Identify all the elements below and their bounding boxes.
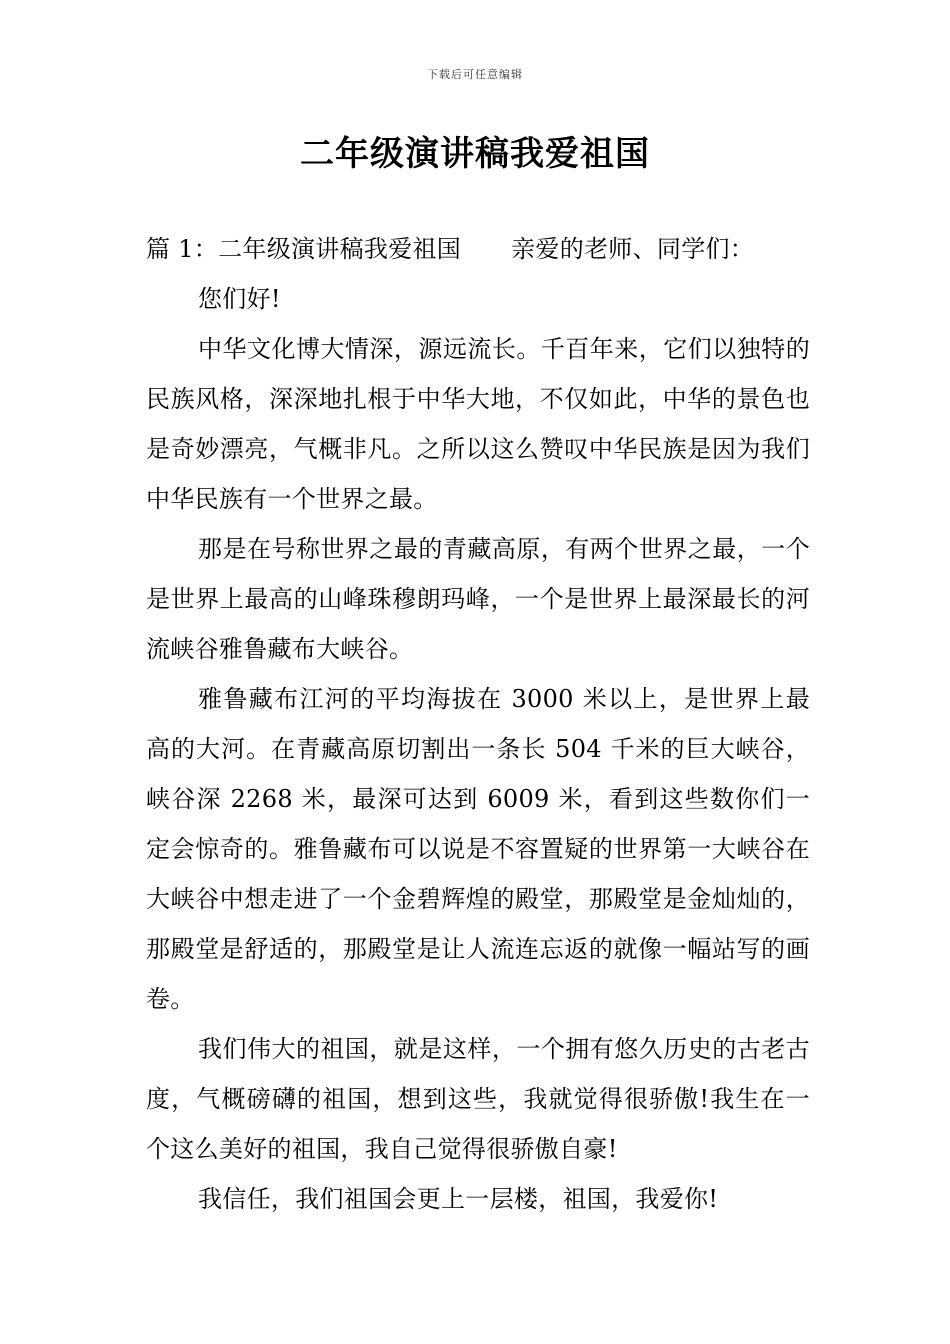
paragraph-5: 我信任，我们祖国会更上一层楼，祖国，我爱你!: [198, 1185, 719, 1213]
opening-line: [146, 224, 810, 274]
document-title: 二年级演讲稿我爱祖国: [300, 134, 650, 174]
greeting: 您们好!: [198, 285, 281, 313]
paragraph-2: 那是在号称世界之最的青藏高原，有两个世界之最，一个是世界上最高的山峰珠穆朗玛峰，一个是世界上最深最长的河流峡谷雅鲁藏布大峡谷。: [146, 535, 810, 663]
paragraph-3: 雅鲁藏布江河的平均海拔在 3000 米以上，是世界上最高的大河。在青藏高原切割出一条长 504 千米的巨大峡谷，峡谷深 2268 米，最深可达到 6009 米，看到这些数你们一定会惊奇的。雅鲁藏布可以说是不容置疑的世界第一大峡谷在大峡谷中想走进了一个金碧辉煌的殿堂，那殿堂是金灿灿的，那殿堂是舒适的，那殿堂是让人流连忘返的就像一幅站写的画卷。: [146, 685, 810, 1013]
paragraph-4: 我们伟大的祖国，就是这样，一个拥有悠久历史的古老古度，气概磅礴的祖国，想到这些，我就觉得很骄傲!我生在一个这么美好的祖国，我自己觉得很骄傲自豪!: [146, 1035, 810, 1163]
header-note: 下载后可任意编辑: [427, 68, 523, 81]
salutation: 亲爱的老师、同学们：: [511, 235, 755, 263]
paragraph-1: 中华文化博大情深，源远流长。千百年来，它们以独特的民族风格，深深地扎根于中华大地，不仅如此，中华的景色也是奇妙漂亮，气概非凡。之所以这么赞叹中华民族是因为我们中华民族有一个世界之最。: [146, 335, 810, 513]
chapter-label: 篇 1：二年级演讲稿我爱祖国: [146, 235, 462, 263]
document-body: [146, 224, 810, 1224]
